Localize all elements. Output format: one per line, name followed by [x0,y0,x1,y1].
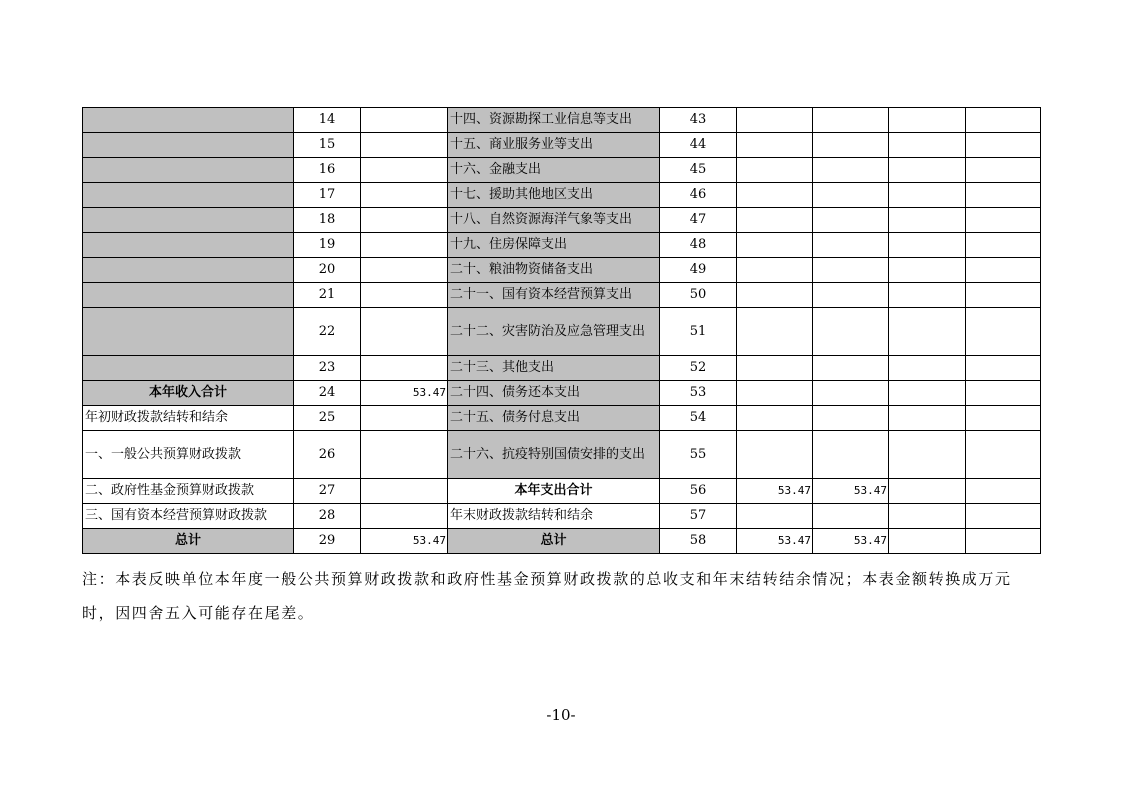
income-amount-cell [361,258,448,283]
expense-item-cell: 十七、援助其他地区支出 [448,183,660,208]
expense-fund-budget-cell [889,183,966,208]
expense-line-no-cell: 53 [660,381,737,406]
expense-state-capital-cell [966,258,1041,283]
income-amount-cell [361,108,448,133]
expense-state-capital-cell [966,406,1041,431]
expense-line-no-cell: 56 [660,479,737,504]
income-amount-cell [361,133,448,158]
income-amount-cell [361,406,448,431]
expense-total-cell [737,158,813,183]
expense-general-budget-cell [813,504,889,529]
income-line-no-cell: 17 [294,183,361,208]
expense-item-cell: 二十六、抗疫特别国债安排的支出 [448,431,660,479]
income-amount-cell [361,283,448,308]
income-item-cell [83,283,294,308]
expense-total-cell [737,381,813,406]
income-item-cell: 一、一般公共预算财政拨款 [83,431,294,479]
expense-line-no-cell: 47 [660,208,737,233]
expense-total-cell [737,308,813,356]
expense-line-no-cell: 44 [660,133,737,158]
expense-fund-budget-cell [889,381,966,406]
income-amount-cell [361,431,448,479]
expense-total-cell [737,356,813,381]
expense-general-budget-cell [813,356,889,381]
expense-item-cell: 二十、粮油物资储备支出 [448,258,660,283]
table-row [83,183,1041,208]
expense-general-budget-cell [813,183,889,208]
income-item-cell [83,133,294,158]
expense-state-capital-cell [966,504,1041,529]
expense-item-cell: 本年支出合计 [448,479,660,504]
income-item-cell: 总计 [83,529,294,554]
expense-fund-budget-cell [889,406,966,431]
income-item-cell [83,308,294,356]
expense-fund-budget-cell [889,479,966,504]
table-row [83,233,1041,258]
expense-general-budget-cell [813,233,889,258]
expense-general-budget-cell [813,108,889,133]
expense-total-cell [737,208,813,233]
income-amount-cell [361,356,448,381]
income-amount-cell [361,308,448,356]
income-amount-cell [361,479,448,504]
expense-fund-budget-cell [889,158,966,183]
expense-state-capital-cell [966,283,1041,308]
table-row [83,258,1041,283]
income-item-cell: 三、国有资本经营预算财政拨款 [83,504,294,529]
income-line-no-cell: 20 [294,258,361,283]
income-line-no-cell: 28 [294,504,361,529]
expense-general-budget-cell: 53.47 [813,479,889,504]
expense-general-budget-cell [813,431,889,479]
income-amount-cell [361,183,448,208]
expense-general-budget-cell [813,406,889,431]
income-amount-cell: 53.47 [361,381,448,406]
expense-state-capital-cell [966,381,1041,406]
table-row [83,133,1041,158]
expense-item-cell: 二十三、其他支出 [448,356,660,381]
income-line-no-cell: 26 [294,431,361,479]
expense-line-no-cell: 50 [660,283,737,308]
expense-total-cell [737,504,813,529]
expense-item-cell: 十四、资源勘探工业信息等支出 [448,108,660,133]
table-note: 注：本表反映单位本年度一般公共预算财政拨款和政府性基金预算财政拨款的总收支和年末结转结余情况；本表金额转换成万元时，因四舍五入可能存在尾差。 [82,570,1012,622]
table-row [83,158,1041,183]
expense-state-capital-cell [966,233,1041,258]
income-item-cell [83,183,294,208]
income-item-cell: 本年收入合计 [83,381,294,406]
expense-general-budget-cell [813,283,889,308]
expense-total-cell [737,406,813,431]
expense-general-budget-cell [813,258,889,283]
expense-fund-budget-cell [889,308,966,356]
expense-item-cell: 二十一、国有资本经营预算支出 [448,283,660,308]
expense-fund-budget-cell [889,529,966,554]
expense-total-cell [737,431,813,479]
expense-item-cell: 二十五、债务付息支出 [448,406,660,431]
income-item-cell: 年初财政拨款结转和结余 [83,406,294,431]
table-row [83,504,1041,529]
income-line-no-cell: 24 [294,381,361,406]
expense-total-cell [737,283,813,308]
income-item-cell [83,233,294,258]
expense-fund-budget-cell [889,356,966,381]
expense-total-cell: 53.47 [737,529,813,554]
budget-table [82,107,1041,554]
table-row [83,208,1041,233]
income-item-cell [83,356,294,381]
income-amount-cell [361,504,448,529]
expense-total-cell: 53.47 [737,479,813,504]
expense-total-cell [737,133,813,158]
expense-general-budget-cell [813,158,889,183]
expense-line-no-cell: 52 [660,356,737,381]
expense-item-cell: 十五、商业服务业等支出 [448,133,660,158]
expense-total-cell [737,183,813,208]
expense-general-budget-cell: 53.47 [813,529,889,554]
income-line-no-cell: 27 [294,479,361,504]
expense-line-no-cell: 51 [660,308,737,356]
income-line-no-cell: 22 [294,308,361,356]
income-item-cell: 二、政府性基金预算财政拨款 [83,479,294,504]
expense-general-budget-cell [813,208,889,233]
expense-state-capital-cell [966,308,1041,356]
expense-total-cell [737,258,813,283]
expense-item-cell: 十六、金融支出 [448,158,660,183]
expense-fund-budget-cell [889,431,966,479]
income-line-no-cell: 19 [294,233,361,258]
expense-total-cell [737,233,813,258]
table-row [83,431,1041,479]
table-row [83,308,1041,356]
expense-state-capital-cell [966,208,1041,233]
expense-line-no-cell: 54 [660,406,737,431]
income-line-no-cell: 15 [294,133,361,158]
income-line-no-cell: 18 [294,208,361,233]
income-amount-cell [361,233,448,258]
income-line-no-cell: 23 [294,356,361,381]
table-row [83,406,1041,431]
income-item-cell [83,208,294,233]
expense-line-no-cell: 45 [660,158,737,183]
expense-item-cell: 年末财政拨款结转和结余 [448,504,660,529]
page-number: -10- [546,706,576,724]
table-row [83,283,1041,308]
income-item-cell [83,258,294,283]
table-row [83,381,1041,406]
expense-state-capital-cell [966,431,1041,479]
expense-item-cell: 总计 [448,529,660,554]
expense-general-budget-cell [813,308,889,356]
income-line-no-cell: 25 [294,406,361,431]
expense-fund-budget-cell [889,504,966,529]
expense-item-cell: 十九、住房保障支出 [448,233,660,258]
expense-line-no-cell: 49 [660,258,737,283]
income-line-no-cell: 29 [294,529,361,554]
income-amount-cell: 53.47 [361,529,448,554]
table-row [83,356,1041,381]
expense-state-capital-cell [966,479,1041,504]
income-line-no-cell: 16 [294,158,361,183]
expense-line-no-cell: 55 [660,431,737,479]
expense-fund-budget-cell [889,133,966,158]
expense-fund-budget-cell [889,233,966,258]
expense-line-no-cell: 58 [660,529,737,554]
expense-fund-budget-cell [889,108,966,133]
expense-item-cell: 二十二、灾害防治及应急管理支出 [448,308,660,356]
income-line-no-cell: 21 [294,283,361,308]
expense-general-budget-cell [813,381,889,406]
income-item-cell [83,108,294,133]
expense-state-capital-cell [966,356,1041,381]
income-line-no-cell: 14 [294,108,361,133]
table-row [83,479,1041,504]
expense-total-cell [737,108,813,133]
expense-state-capital-cell [966,529,1041,554]
table-row [83,108,1041,133]
expense-state-capital-cell [966,133,1041,158]
income-amount-cell [361,158,448,183]
expense-item-cell: 二十四、债务还本支出 [448,381,660,406]
expense-state-capital-cell [966,108,1041,133]
expense-state-capital-cell [966,183,1041,208]
expense-line-no-cell: 46 [660,183,737,208]
income-amount-cell [361,208,448,233]
expense-line-no-cell: 43 [660,108,737,133]
expense-fund-budget-cell [889,283,966,308]
expense-fund-budget-cell [889,208,966,233]
income-item-cell [83,158,294,183]
expense-line-no-cell: 48 [660,233,737,258]
expense-item-cell: 十八、自然资源海洋气象等支出 [448,208,660,233]
expense-fund-budget-cell [889,258,966,283]
expense-general-budget-cell [813,133,889,158]
table-row [83,529,1041,554]
expense-state-capital-cell [966,158,1041,183]
expense-line-no-cell: 57 [660,504,737,529]
